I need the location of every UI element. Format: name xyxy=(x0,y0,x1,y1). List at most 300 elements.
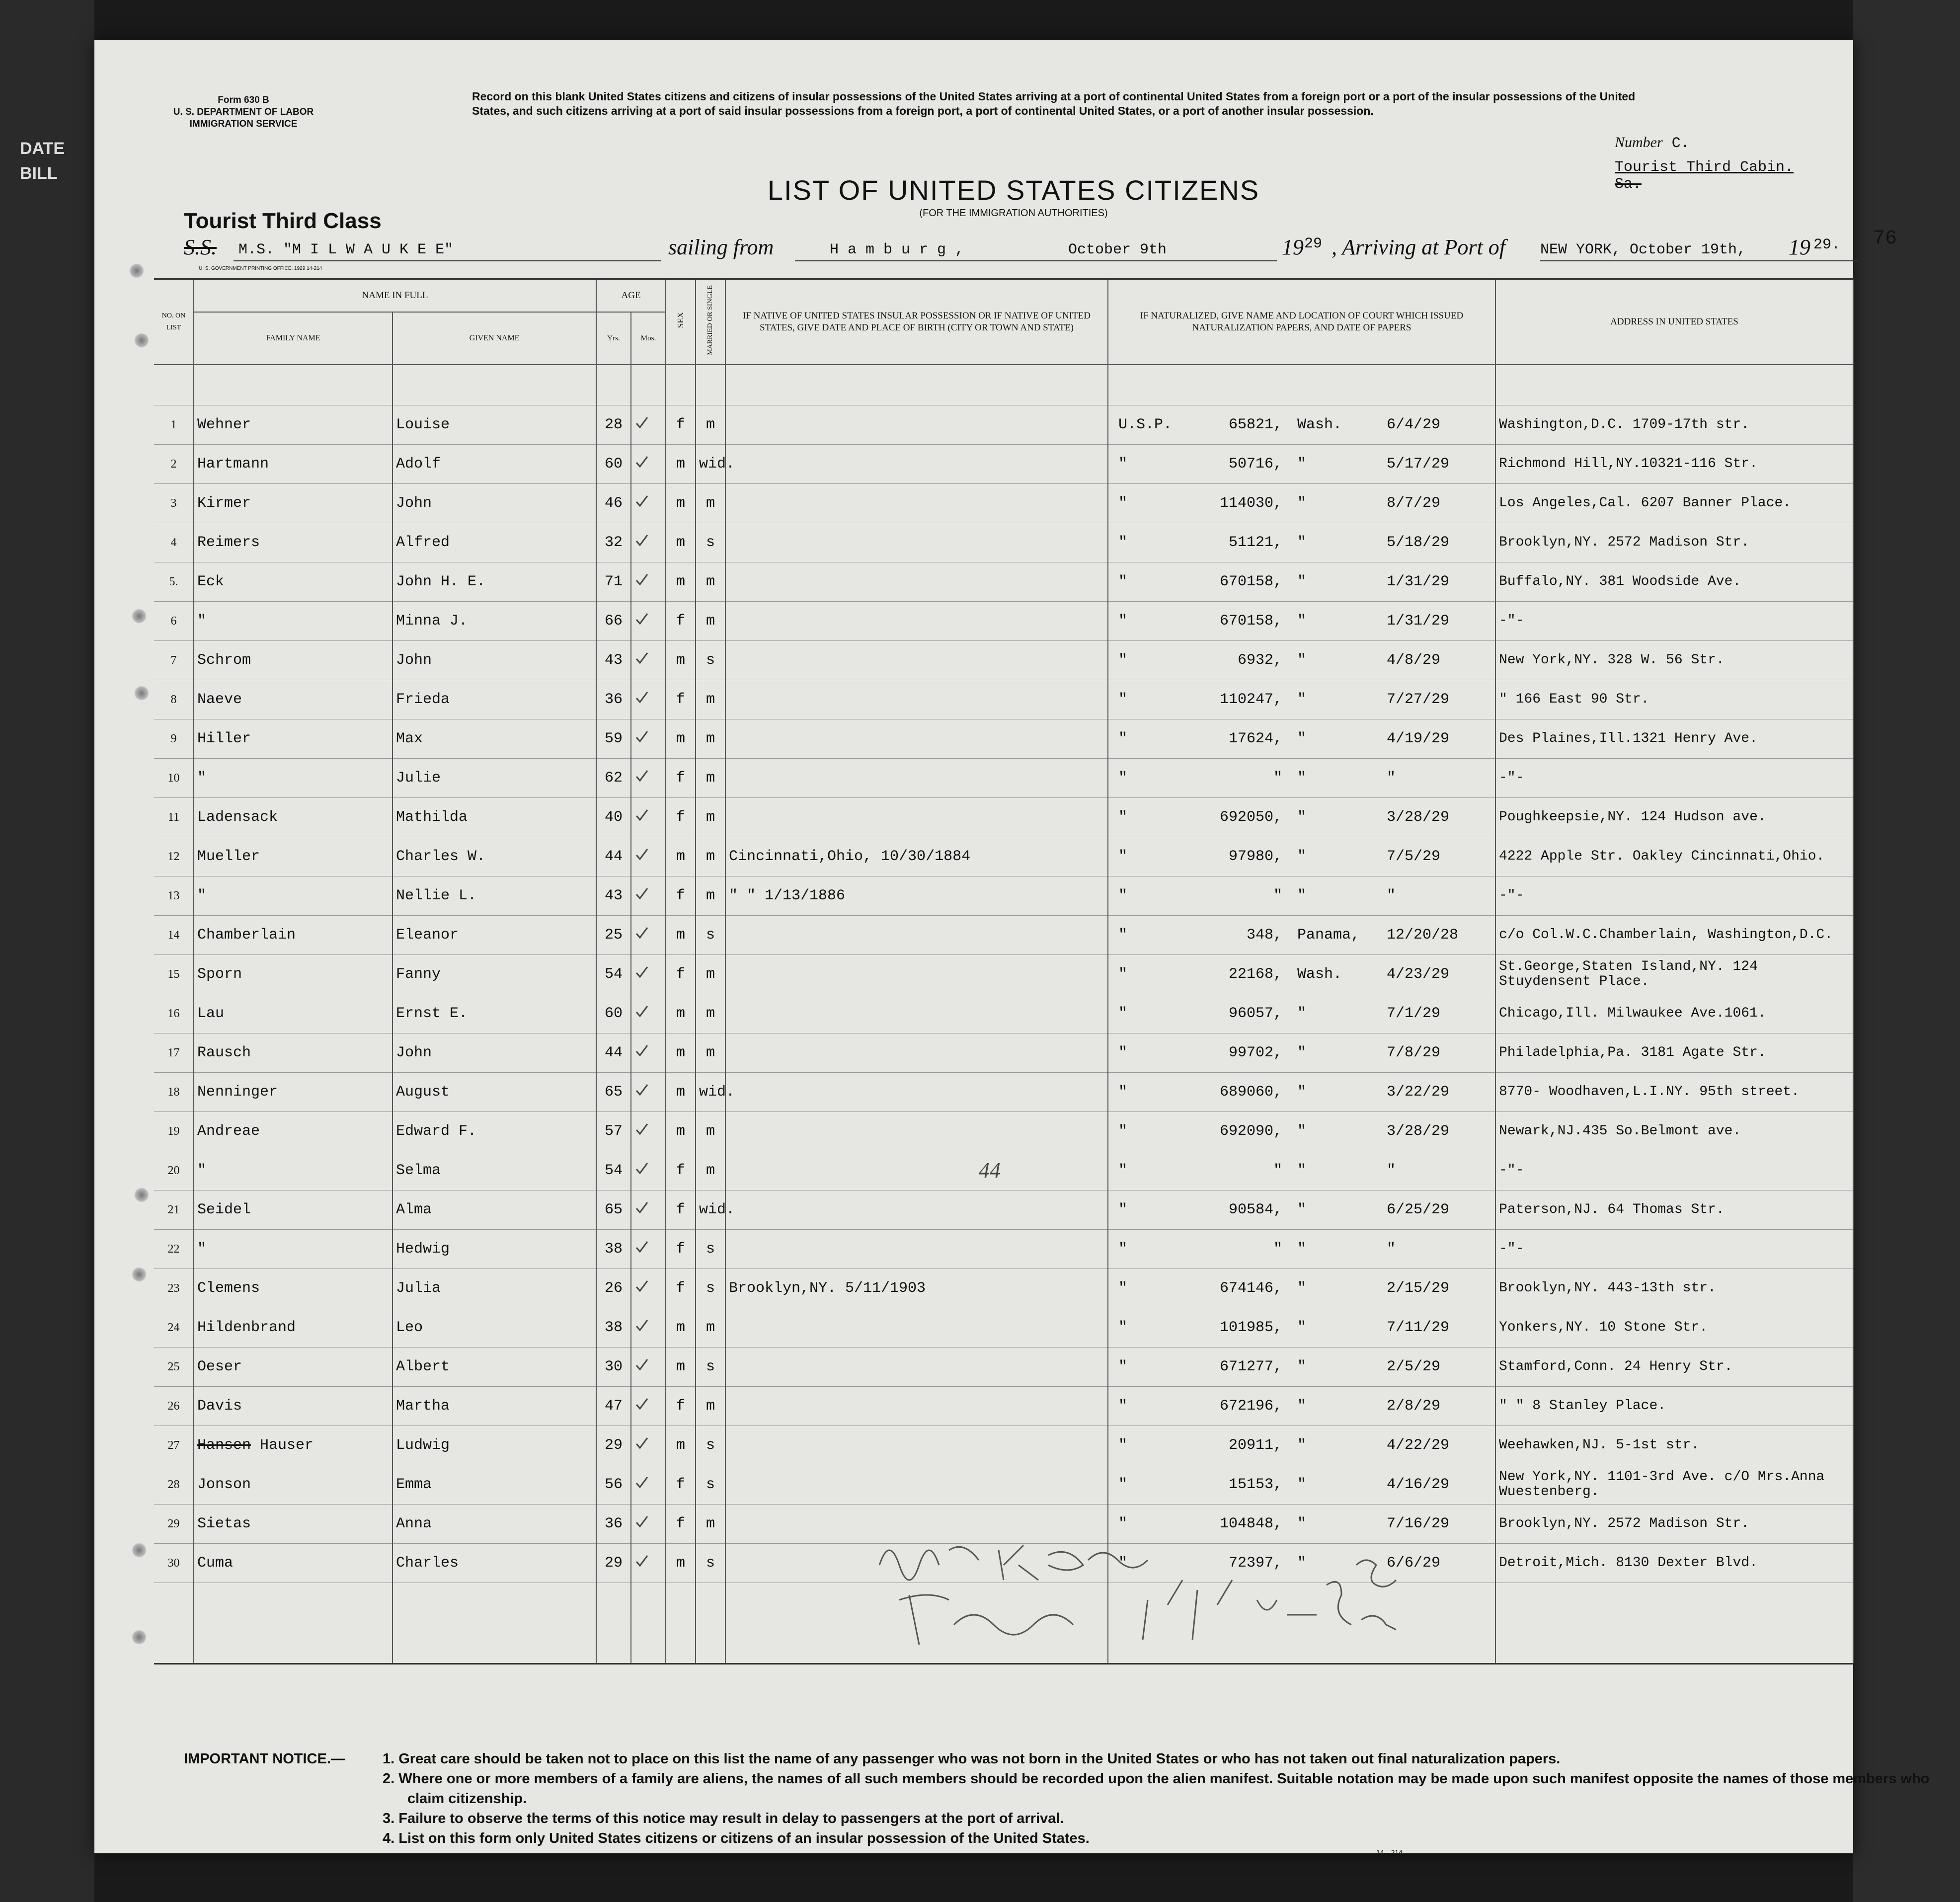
sex: m xyxy=(666,837,696,876)
age-years: 65 xyxy=(596,1073,631,1112)
check-mark-icon xyxy=(635,1398,648,1411)
given-name: Charles xyxy=(392,1544,596,1583)
naturalization-court: " xyxy=(1118,495,1128,512)
family-name: Nenninger xyxy=(194,1073,392,1112)
binder-hole xyxy=(134,333,149,348)
naturalization-date: 3/28/29 xyxy=(1387,809,1450,826)
arrival-year: 29. xyxy=(1813,237,1841,253)
naturalization-location: " xyxy=(1297,1319,1307,1336)
check-mark-icon xyxy=(635,927,648,940)
check-mark-icon xyxy=(635,573,648,586)
given-name: Ernst E. xyxy=(392,994,596,1033)
birth-info xyxy=(725,602,1108,641)
departure-date: October 9th xyxy=(1068,241,1167,258)
naturalization-date: 7/1/29 xyxy=(1387,1005,1441,1022)
naturalization-info xyxy=(1108,1269,1495,1308)
age-years: 44 xyxy=(596,1033,631,1073)
birth-info xyxy=(725,1308,1108,1347)
sex: f xyxy=(666,405,696,445)
sex: m xyxy=(666,1308,696,1347)
ss-struck: S.S. xyxy=(184,235,217,259)
naturalization-number: 672196, xyxy=(1219,1398,1282,1415)
sex: m xyxy=(666,641,696,680)
age-years: 29 xyxy=(596,1544,631,1583)
naturalization-location: " xyxy=(1297,1123,1307,1140)
check-mark-icon xyxy=(635,1476,648,1489)
table-row xyxy=(154,876,1853,916)
age-years: 47 xyxy=(596,1387,631,1426)
given-name: John H. E. xyxy=(392,562,596,602)
address: -"- xyxy=(1495,1151,1853,1190)
row-number: 30 xyxy=(154,1544,194,1583)
check-mark-icon xyxy=(635,887,648,900)
table-row xyxy=(154,719,1853,759)
address: Yonkers,NY. 10 Stone Str. xyxy=(1495,1308,1853,1347)
table-row xyxy=(154,484,1853,523)
naturalization-date: 1/31/29 xyxy=(1387,573,1450,590)
naturalization-number: 90584, xyxy=(1228,1201,1282,1218)
check-mark-icon xyxy=(635,613,648,626)
sex: f xyxy=(666,680,696,719)
table-row xyxy=(154,955,1853,994)
naturalization-info xyxy=(1108,1230,1495,1269)
marital-status: m xyxy=(696,955,725,994)
naturalization-location: " xyxy=(1297,573,1307,590)
naturalization-info xyxy=(1108,1426,1495,1465)
naturalization-date: 5/18/29 xyxy=(1387,534,1450,551)
family-name: " xyxy=(194,1230,392,1269)
age-months xyxy=(631,994,666,1033)
age-months xyxy=(631,405,666,445)
table-row xyxy=(154,1033,1853,1073)
naturalization-number: 101985, xyxy=(1219,1319,1282,1336)
naturalization-location: Panama, xyxy=(1297,927,1360,944)
check-mark-icon xyxy=(635,1555,648,1568)
age-months xyxy=(631,837,666,876)
birth-info xyxy=(725,1347,1108,1387)
naturalization-number: 97980, xyxy=(1228,848,1282,865)
naturalization-court: " xyxy=(1118,456,1128,473)
row-number: 6 xyxy=(154,602,194,641)
notice-item-2: 2. Where one or more members of a family are aliens, the names of all such members should be recorded upon the alien manifest. Suitable notation may be made upon such manifest opposite the names of those members who claim citizenship. xyxy=(383,1771,1930,1807)
arrival-port-date: NEW YORK, October 19th, xyxy=(1540,241,1746,258)
age-months xyxy=(631,1505,666,1544)
age-years: 30 xyxy=(596,1347,631,1387)
naturalization-info xyxy=(1108,445,1495,484)
naturalization-number: 110247, xyxy=(1219,691,1282,708)
row-number: 18 xyxy=(154,1073,194,1112)
cabin-suffix: Sa. xyxy=(1615,176,1642,193)
birth-info xyxy=(725,405,1108,445)
address: Brooklyn,NY. 443-13th str. xyxy=(1495,1269,1853,1308)
naturalization-location: Wash. xyxy=(1297,416,1342,433)
marital-status: m xyxy=(696,1112,725,1151)
header-given-name: GIVEN NAME xyxy=(392,312,596,365)
sex: f xyxy=(666,876,696,916)
naturalization-info xyxy=(1108,1112,1495,1151)
given-name: Anna xyxy=(392,1505,596,1544)
family-name: Lau xyxy=(194,994,392,1033)
table-row xyxy=(154,641,1853,680)
margin-text-date: DATE xyxy=(20,139,65,158)
naturalization-court: " xyxy=(1118,1437,1128,1454)
marital-status: s xyxy=(696,1465,725,1505)
birth-info xyxy=(725,523,1108,562)
marital-status: m xyxy=(696,1308,725,1347)
check-mark-icon xyxy=(635,1201,648,1214)
naturalization-info xyxy=(1108,955,1495,994)
sex: m xyxy=(666,916,696,955)
row-number: 27 xyxy=(154,1426,194,1465)
naturalization-location: " xyxy=(1297,1044,1307,1061)
naturalization-location: " xyxy=(1297,1241,1307,1258)
marital-status: wid. xyxy=(696,445,725,484)
table-row xyxy=(154,562,1853,602)
sex: m xyxy=(666,562,696,602)
family-name: " xyxy=(194,876,392,916)
naturalization-court: " xyxy=(1118,1319,1128,1336)
naturalization-location: " xyxy=(1297,848,1307,865)
sex: m xyxy=(666,484,696,523)
naturalization-court: " xyxy=(1118,1005,1128,1022)
naturalization-number: 20911, xyxy=(1228,1437,1282,1454)
naturalization-number: 51121, xyxy=(1228,534,1282,551)
address: -"- xyxy=(1495,1230,1853,1269)
table-row xyxy=(154,1426,1853,1465)
naturalization-info xyxy=(1108,1033,1495,1073)
table-row xyxy=(154,1465,1853,1505)
naturalization-date: " xyxy=(1387,770,1396,787)
age-years: 38 xyxy=(596,1230,631,1269)
naturalization-info xyxy=(1108,1465,1495,1505)
family-name: Hildenbrand xyxy=(194,1308,392,1347)
sex: m xyxy=(666,1033,696,1073)
naturalization-number: 692090, xyxy=(1219,1123,1282,1140)
row-number: 26 xyxy=(154,1387,194,1426)
age-months xyxy=(631,798,666,837)
naturalization-date: 5/17/29 xyxy=(1387,456,1450,473)
naturalization-location: " xyxy=(1297,1515,1307,1532)
scan-left-margin xyxy=(0,0,94,1902)
row-number: 28 xyxy=(154,1465,194,1505)
row-number: 10 xyxy=(154,759,194,798)
age-months xyxy=(631,680,666,719)
birth-info xyxy=(725,1387,1108,1426)
service-name: IMMIGRATION SERVICE xyxy=(189,119,298,129)
row-number: 23 xyxy=(154,1269,194,1308)
naturalization-location: " xyxy=(1297,1398,1307,1415)
naturalization-court: " xyxy=(1118,1241,1128,1258)
naturalization-info xyxy=(1108,1347,1495,1387)
naturalization-date: " xyxy=(1387,887,1396,904)
address: c/o Col.W.C.Chamberlain, Washington,D.C. xyxy=(1495,916,1853,955)
sex: f xyxy=(666,602,696,641)
family-name-struck: Hansen xyxy=(197,1437,251,1454)
sex: m xyxy=(666,1347,696,1387)
table-row xyxy=(154,1269,1853,1308)
departure-port: H a m b u r g , xyxy=(830,241,964,258)
birth-info xyxy=(725,1033,1108,1073)
naturalization-number: 96057, xyxy=(1228,1005,1282,1022)
age-years: 46 xyxy=(596,484,631,523)
age-months xyxy=(631,1465,666,1505)
naturalization-date: 8/7/29 xyxy=(1387,495,1441,512)
naturalization-date: 2/5/29 xyxy=(1387,1358,1441,1375)
naturalization-number: 65821, xyxy=(1228,416,1282,433)
check-mark-icon xyxy=(635,1319,648,1332)
check-mark-icon xyxy=(635,1280,648,1293)
age-months xyxy=(631,1269,666,1308)
naturalization-number: 72397, xyxy=(1228,1555,1282,1572)
page-subtitle: (FOR THE IMMIGRATION AUTHORITIES) xyxy=(919,208,1108,219)
naturalization-location: " xyxy=(1297,456,1307,473)
family-name: Chamberlain xyxy=(194,916,392,955)
address: -"- xyxy=(1495,876,1853,916)
sex: m xyxy=(666,1544,696,1583)
given-name: Selma xyxy=(392,1151,596,1190)
birth-info xyxy=(725,916,1108,955)
number-value: C. xyxy=(1671,135,1690,152)
age-months xyxy=(631,719,666,759)
naturalization-number: 104848, xyxy=(1219,1515,1282,1532)
marital-status: m xyxy=(696,602,725,641)
naturalization-location: " xyxy=(1297,1162,1307,1179)
age-months xyxy=(631,484,666,523)
birth-info xyxy=(725,994,1108,1033)
row-number: 16 xyxy=(154,994,194,1033)
family-name: Eck xyxy=(194,562,392,602)
sex: m xyxy=(666,994,696,1033)
naturalization-date: 4/22/29 xyxy=(1387,1437,1450,1454)
age-months xyxy=(631,876,666,916)
birth-info xyxy=(725,1230,1108,1269)
naturalization-location: " xyxy=(1297,1084,1307,1101)
naturalization-court: " xyxy=(1118,652,1128,669)
marital-status: s xyxy=(696,1426,725,1465)
birth-info xyxy=(725,1465,1108,1505)
sex: f xyxy=(666,1505,696,1544)
marital-status: s xyxy=(696,1544,725,1583)
age-months xyxy=(631,1230,666,1269)
naturalization-number: " xyxy=(1273,1241,1282,1258)
naturalization-info xyxy=(1108,641,1495,680)
notice-item-1: 1. Great care should be taken not to place on this list the name of any passenger who was not born in the United States or who has not taken out final naturalization papers. xyxy=(383,1751,1561,1767)
birth-info xyxy=(725,562,1108,602)
naturalization-info xyxy=(1108,994,1495,1033)
check-mark-icon xyxy=(635,495,648,508)
address: " " 8 Stanley Place. xyxy=(1495,1387,1853,1426)
naturalization-date: 7/27/29 xyxy=(1387,691,1450,708)
notice-heading: IMPORTANT NOTICE.— xyxy=(184,1751,345,1767)
cabin-class: Tourist Third Cabin. xyxy=(1615,159,1794,176)
birth-info: " " 1/13/1886 xyxy=(725,876,1108,916)
ship-name: M.S. "M I L W A U K E E" xyxy=(238,241,454,258)
given-name: Ludwig xyxy=(392,1426,596,1465)
table-row xyxy=(154,602,1853,641)
row-number: 20 xyxy=(154,1151,194,1190)
table-row xyxy=(154,1151,1853,1190)
marital-status: s xyxy=(696,916,725,955)
naturalization-court: " xyxy=(1118,1515,1128,1532)
address: " 166 East 90 Str. xyxy=(1495,680,1853,719)
birth-info xyxy=(725,1151,1108,1190)
notice-print-code: 14—214 xyxy=(1376,1848,1403,1856)
naturalization-court: " xyxy=(1118,1398,1128,1415)
naturalization-location: " xyxy=(1297,1005,1307,1022)
family-name: Sporn xyxy=(194,955,392,994)
naturalization-number: 671277, xyxy=(1219,1358,1282,1375)
given-name: Alma xyxy=(392,1190,596,1230)
binder-hole xyxy=(129,263,144,278)
naturalization-court: " xyxy=(1118,1555,1128,1572)
table-row xyxy=(154,994,1853,1033)
check-mark-icon xyxy=(635,1084,648,1097)
given-name: Minna J. xyxy=(392,602,596,641)
birth-info xyxy=(725,1426,1108,1465)
marital-status: m xyxy=(696,1151,725,1190)
row-number: 1 xyxy=(154,405,194,445)
sex: m xyxy=(666,1426,696,1465)
binder-hole xyxy=(134,1188,149,1202)
table-row xyxy=(154,1230,1853,1269)
check-mark-icon xyxy=(635,456,648,469)
birth-info: Brooklyn,NY. 5/11/1903 xyxy=(725,1269,1108,1308)
family-name: Rausch xyxy=(194,1033,392,1073)
naturalization-info xyxy=(1108,523,1495,562)
given-name: Leo xyxy=(392,1308,596,1347)
row-number: 24 xyxy=(154,1308,194,1347)
naturalization-info xyxy=(1108,1308,1495,1347)
given-name: Eleanor xyxy=(392,916,596,955)
table-row xyxy=(154,1387,1853,1426)
marital-status: m xyxy=(696,562,725,602)
header-naturalization: IF NATURALIZED, GIVE NAME AND LOCATION OF COURT WHICH ISSUED NATURALIZATION PAPERS, AND DATE OF PAPERS xyxy=(1108,279,1495,365)
marital-status: m xyxy=(696,1387,725,1426)
age-years: 56 xyxy=(596,1465,631,1505)
age-years: 28 xyxy=(596,405,631,445)
check-mark-icon xyxy=(635,1437,648,1450)
sex: f xyxy=(666,798,696,837)
age-months xyxy=(631,1308,666,1347)
given-name: John xyxy=(392,641,596,680)
header-no-on-list: NO. ON LIST xyxy=(154,279,194,365)
age-years: 54 xyxy=(596,955,631,994)
naturalization-info xyxy=(1108,798,1495,837)
naturalization-location: " xyxy=(1297,1555,1307,1572)
naturalization-court: " xyxy=(1118,573,1128,590)
given-name: Julia xyxy=(392,1269,596,1308)
marital-status: m xyxy=(696,1033,725,1073)
naturalization-location: " xyxy=(1297,809,1307,826)
naturalization-number: 15153, xyxy=(1228,1476,1282,1493)
age-years: 29 xyxy=(596,1426,631,1465)
naturalization-location: " xyxy=(1297,770,1307,787)
marital-status: s xyxy=(696,523,725,562)
notice-item-4: 4. List on this form only United States citizens or citizens of an insular possession of the United States. xyxy=(383,1830,1090,1846)
margin-note: 44 xyxy=(979,1158,1001,1183)
marital-status: m xyxy=(696,759,725,798)
given-name: John xyxy=(392,484,596,523)
family-name: Andreae xyxy=(194,1112,392,1151)
naturalization-info xyxy=(1108,1073,1495,1112)
check-mark-icon xyxy=(635,1515,648,1528)
age-months xyxy=(631,1151,666,1190)
naturalization-date: 6/25/29 xyxy=(1387,1201,1450,1218)
marital-status: m xyxy=(696,680,725,719)
age-years: 57 xyxy=(596,1112,631,1151)
header-insular-birth: IF NATIVE OF UNITED STATES INSULAR POSSESSION OR IF NATIVE OF UNITED STATES, GIVE DATE AND PLACE OF BIRTH (CITY OR TOWN AND STATE) xyxy=(725,279,1108,365)
sex: f xyxy=(666,759,696,798)
sex: f xyxy=(666,1387,696,1426)
row-number: 7 xyxy=(154,641,194,680)
marital-status: m xyxy=(696,994,725,1033)
naturalization-court: " xyxy=(1118,730,1128,747)
age-months xyxy=(631,1387,666,1426)
header-married: MARRIED OR SINGLE xyxy=(696,279,725,365)
naturalization-court: " xyxy=(1118,1044,1128,1061)
marital-status: m xyxy=(696,405,725,445)
naturalization-number: 17624, xyxy=(1228,730,1282,747)
row-number: 22 xyxy=(154,1230,194,1269)
marital-status: s xyxy=(696,1230,725,1269)
address: St.George,Staten Island,NY. 124 Stuydensent Place. xyxy=(1495,955,1853,994)
address: 8770- Woodhaven,L.I.NY. 95th street. xyxy=(1495,1073,1853,1112)
age-years: 44 xyxy=(596,837,631,876)
check-mark-icon xyxy=(635,809,648,822)
header-mos: Mos. xyxy=(631,312,666,365)
row-number: 19 xyxy=(154,1112,194,1151)
naturalization-info xyxy=(1108,719,1495,759)
address: Washington,D.C. 1709-17th str. xyxy=(1495,405,1853,445)
family-name: " xyxy=(194,602,392,641)
number-block xyxy=(1615,134,1823,193)
table-row xyxy=(154,837,1853,876)
row-number: 11 xyxy=(154,798,194,837)
table-row xyxy=(154,759,1853,798)
check-mark-icon xyxy=(635,730,648,743)
naturalization-court: " xyxy=(1118,1358,1128,1375)
address: Stamford,Conn. 24 Henry Str. xyxy=(1495,1347,1853,1387)
age-years: 43 xyxy=(596,876,631,916)
inspector-signature-drawing xyxy=(869,1530,1416,1660)
header-name-in-full: NAME IN FULL xyxy=(194,279,596,313)
age-years: 32 xyxy=(596,523,631,562)
naturalization-number: 22168, xyxy=(1228,966,1282,983)
row-number: 8 xyxy=(154,680,194,719)
row-number: 4 xyxy=(154,523,194,562)
sailing-from-label: sailing from xyxy=(668,235,774,259)
naturalization-date: 4/8/29 xyxy=(1387,652,1441,669)
table-row xyxy=(154,523,1853,562)
given-name: Louise xyxy=(392,405,596,445)
age-years: 43 xyxy=(596,641,631,680)
naturalization-date: 3/22/29 xyxy=(1387,1084,1450,1101)
binder-hole xyxy=(134,686,149,701)
age-years: 59 xyxy=(596,719,631,759)
naturalization-info xyxy=(1108,916,1495,955)
sex: f xyxy=(666,1190,696,1230)
row-number: 17 xyxy=(154,1033,194,1073)
page-number: 76 xyxy=(1873,228,1897,250)
address: Los Angeles,Cal. 6207 Banner Place. xyxy=(1495,484,1853,523)
age-months xyxy=(631,1544,666,1583)
address: New York,NY. 1101-3rd Ave. c/O Mrs.Anna Wuestenberg. xyxy=(1495,1465,1853,1505)
row-number: 21 xyxy=(154,1190,194,1230)
address: Brooklyn,NY. 2572 Madison Str. xyxy=(1495,523,1853,562)
family-name: Hiller xyxy=(194,719,392,759)
naturalization-date: 6/4/29 xyxy=(1387,416,1441,433)
age-years: 25 xyxy=(596,916,631,955)
